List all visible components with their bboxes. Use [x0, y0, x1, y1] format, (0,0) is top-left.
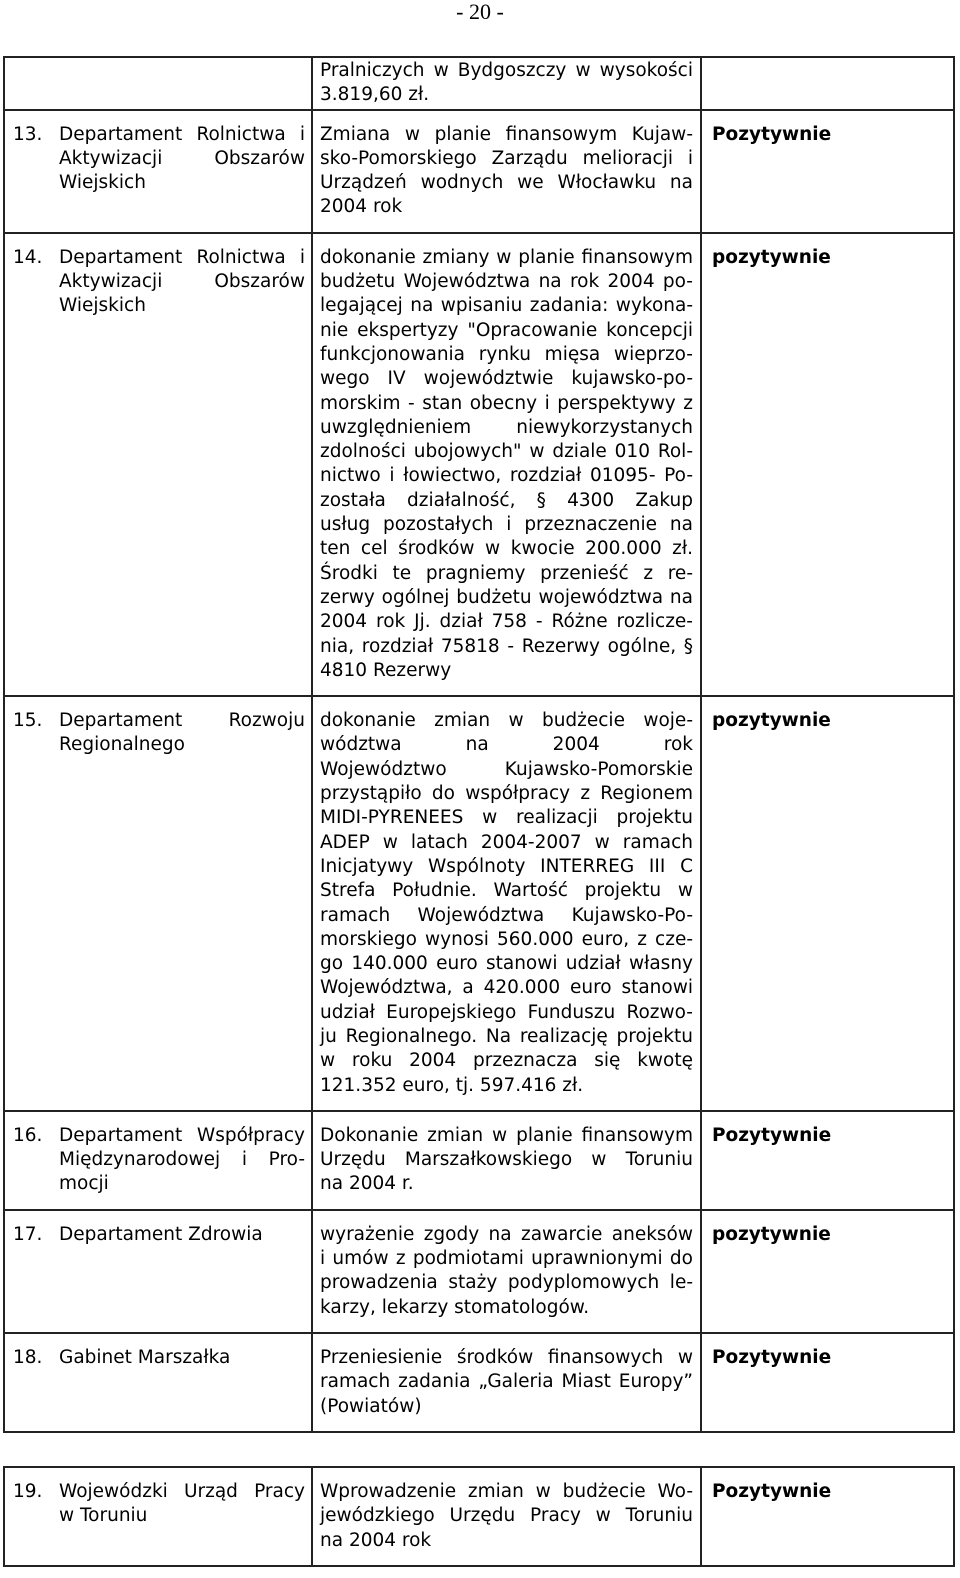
text-line: wyrażenie zgody na zawarcie aneksów	[320, 1223, 693, 1245]
text-line: morskim - stan obecny i perspektywy z	[320, 392, 693, 414]
description	[312, 1111, 701, 1210]
department	[59, 110, 312, 233]
text-line: Pralniczych w Bydgoszczy w wysokości	[320, 60, 693, 81]
text-line: Województwa, a 420.000 euro stanowi	[320, 977, 693, 999]
text-line: funkcjonowania rynku mięsa wieprzo-	[320, 343, 693, 365]
department-line: Wojewódzki Urząd Pracy	[59, 1481, 305, 1502]
row-number: 14.	[4, 233, 59, 696]
row-number: 15.	[4, 696, 59, 1111]
description	[312, 696, 701, 1111]
opinion: Pozytywnie	[701, 110, 954, 233]
department	[59, 233, 312, 696]
table-row	[4, 1333, 954, 1432]
text-line: 2004 rok	[320, 196, 403, 218]
department-line: Międzynarodowej i Pro-	[59, 1149, 305, 1171]
text-line: na 2004 rok	[320, 1529, 432, 1551]
text-line: uwzględnieniem niewykorzystanych	[320, 416, 693, 438]
page-number: - 20 -	[456, 0, 504, 24]
text-line: usług pozostałych i przeznaczenie na	[320, 514, 693, 536]
description	[312, 110, 701, 233]
row-number	[4, 57, 59, 110]
description	[312, 57, 701, 110]
department-line: Departament Rolnictwa i	[59, 123, 305, 145]
table-row	[4, 1210, 954, 1333]
opinion: pozytywnie	[701, 696, 954, 1111]
opinion: pozytywnie	[701, 1210, 954, 1333]
opinion: Pozytywnie	[701, 1467, 954, 1566]
text-line: ju Regionalnego. Na realizację projektu	[320, 1025, 693, 1047]
row-number: 17.	[4, 1210, 59, 1333]
department	[59, 1111, 312, 1210]
department	[59, 1467, 312, 1566]
text-line: 2004 rok Jj. dział 758 - Różne rozlicze-	[320, 611, 693, 633]
opinion: Pozytywnie	[701, 1333, 954, 1432]
text-line: ramach Województwa Kujawsko-Po-	[320, 904, 693, 926]
text-line: dokonanie zmian w budżecie woje-	[320, 710, 693, 732]
text-line: i umów z podmiotami uprawnionymi do	[320, 1248, 693, 1270]
text-line: budżetu Województwa na rok 2004 po-	[320, 271, 693, 293]
text-line: Wprowadzenie zmian w budżecie Wo-	[320, 1481, 693, 1502]
department-line: Aktywizacji Obszarów	[59, 271, 305, 293]
text-line: karzy, lekarzy stomatologów.	[320, 1296, 590, 1318]
description	[312, 1333, 701, 1432]
department-line: Departament Współpracy	[59, 1124, 305, 1146]
department	[59, 696, 312, 1111]
department-line: Gabinet Marszałka	[59, 1346, 231, 1368]
text-line: ten cel środków w kwocie 200.000 zł.	[320, 538, 693, 560]
text-line: wództwa na 2004 rok	[320, 734, 693, 756]
text-line: zdolności ubojowych" w dziale 010 Rol-	[320, 441, 693, 463]
text-line: jewódzkiego Urzędu Pracy w Toruniu	[320, 1505, 693, 1527]
text-line: morskiego wynosi 560.000 euro, z cze-	[320, 928, 693, 950]
text-line: Środki te pragniemy przenieść z re-	[320, 562, 693, 584]
text-line: Przeniesienie środków finansowych w	[320, 1346, 693, 1368]
text-line: wego IV województwie kujawsko-po-	[320, 368, 693, 390]
opinion: pozytywnie	[701, 233, 954, 696]
text-line: 3.819,60 zł.	[320, 84, 430, 106]
department	[59, 57, 312, 110]
continuation-row	[4, 57, 954, 110]
description	[312, 233, 701, 696]
text-line: Inicjatywy Wspólnoty INTERREG III C	[320, 855, 693, 877]
text-line: Województwo Kujawsko-Pomorskie	[320, 758, 693, 780]
text-line: Urządzeń wodnych we Włocławku na	[320, 172, 693, 194]
text-line: prowadzenia staży podyplomowych le-	[320, 1272, 693, 1294]
resolutions-table	[3, 56, 955, 1433]
row-number: 18.	[4, 1333, 59, 1432]
text-line: legającej na wpisaniu zadania: wykona-	[320, 295, 693, 317]
department	[59, 1333, 312, 1432]
text-line: Strefa Południe. Wartość projektu w	[320, 880, 693, 902]
text-line: 4810 Rezerwy	[320, 659, 452, 681]
text-line: Dokonanie zmian w planie finansowym	[320, 1124, 693, 1146]
table-row	[4, 233, 954, 696]
department-line: Wiejskich	[59, 295, 146, 317]
table-row	[4, 1111, 954, 1210]
opinion	[701, 57, 954, 110]
description	[312, 1210, 701, 1333]
text-line: Zmiana w planie finansowym Kujaw-	[320, 123, 693, 145]
department-line: mocji	[59, 1173, 109, 1195]
department-line: Regionalnego	[59, 734, 185, 756]
description	[312, 1467, 701, 1566]
department-line: Aktywizacji Obszarów	[59, 147, 305, 169]
row-number: 19.	[4, 1467, 59, 1566]
department	[59, 1210, 312, 1333]
text-line: nia, rozdział 75818 - Rezerwy ogólne, §	[320, 635, 693, 657]
text-line: zerwy ogólnej budżetu województwa na	[320, 586, 693, 608]
department-line: Departament Rozwoju	[59, 710, 305, 732]
department-line: Departament Zdrowia	[59, 1223, 263, 1245]
text-line: udział Europejskiego Funduszu Rozwo-	[320, 1001, 693, 1023]
text-line: MIDI-PYRENEES w realizacji projektu	[320, 807, 693, 829]
department-line: Wiejskich	[59, 172, 146, 194]
text-line: nie ekspertyzy "Opracowanie koncepcji	[320, 319, 693, 341]
text-line: ADEP w latach 2004-2007 w ramach	[320, 831, 693, 853]
text-line: sko-Pomorskiego Zarządu melioracji i	[320, 147, 693, 169]
text-line: go 140.000 euro stanowi udział własny	[320, 953, 693, 975]
text-line: Urzędu Marszałkowskiego w Toruniu	[320, 1149, 693, 1171]
row-number: 13.	[4, 110, 59, 233]
table-row	[4, 696, 954, 1111]
table-row	[4, 110, 954, 233]
text-line: ramach zadania „Galeria Miast Europy”	[320, 1371, 693, 1393]
text-line: dokonanie zmiany w planie finansowym	[320, 246, 693, 268]
resolutions-table-continued	[3, 1466, 955, 1567]
department-line: w Toruniu	[59, 1505, 148, 1527]
opinion: Pozytywnie	[701, 1111, 954, 1210]
text-line: na 2004 r.	[320, 1173, 414, 1195]
row-number: 16.	[4, 1111, 59, 1210]
text-line: nictwo i łowiectwo, rozdział 01095- Po-	[320, 465, 693, 487]
text-line: przystąpiło do współpracy z Regionem	[320, 783, 693, 805]
table-row	[4, 1467, 954, 1566]
text-line: 121.352 euro, tj. 597.416 zł.	[320, 1074, 584, 1096]
text-line: (Powiatów)	[320, 1395, 422, 1417]
department-line: Departament Rolnictwa i	[59, 246, 305, 268]
text-line: w roku 2004 przeznacza się kwotę	[320, 1050, 693, 1072]
text-line: została działalność, § 4300 Zakup	[320, 489, 693, 511]
